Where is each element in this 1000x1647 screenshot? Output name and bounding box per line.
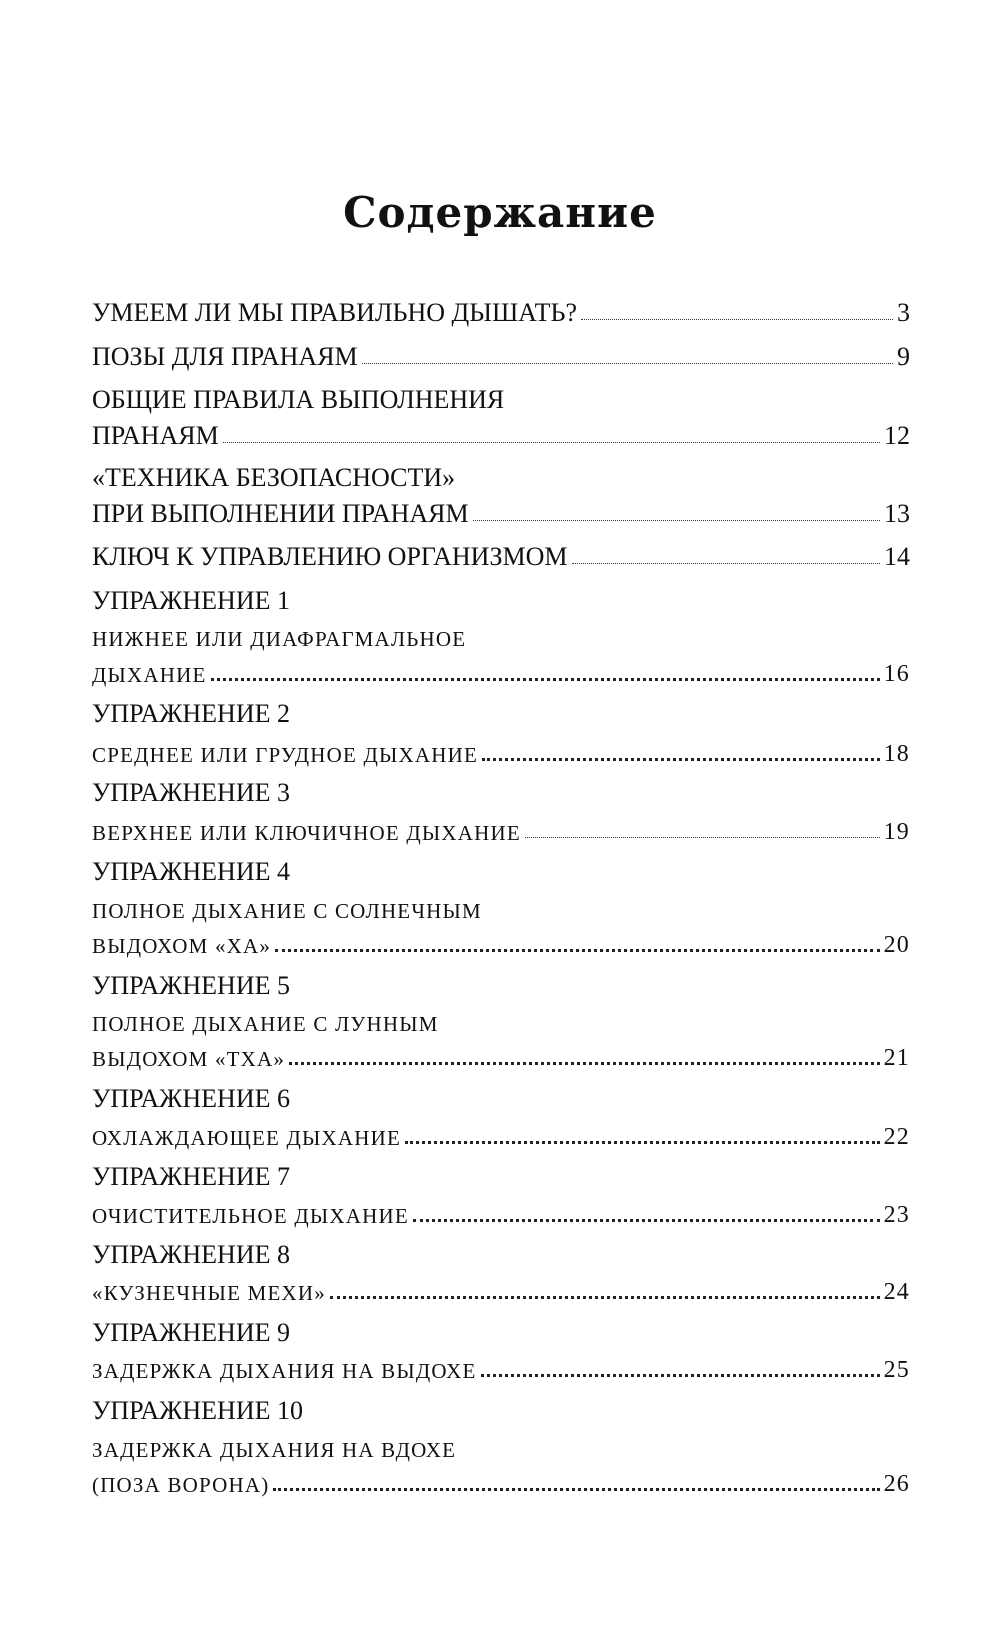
toc-entry-text: КЛЮЧ К УПРАВЛЕНИЮ ОРГАНИЗМОМ: [92, 542, 568, 571]
dot-leader: [473, 520, 880, 521]
toc-entry[interactable]: [92, 491, 910, 527]
toc-entry-text-line1: ПОЛНОЕ ДЫХАНИЕ С ЛУННЫМ: [92, 1012, 439, 1036]
page-title: Содержание: [343, 188, 657, 237]
exercise-heading: [92, 1310, 910, 1346]
dot-leader: [362, 363, 893, 364]
toc-entry-page: 20: [883, 932, 910, 958]
exercise-heading: [92, 578, 910, 614]
toc-entry-text: ПРИ ВЫПОЛНЕНИИ ПРАНАЯМ: [92, 499, 469, 528]
toc-entry-text-line1: ЗАДЕРЖКА ДЫХАНИЯ НА ВДОХЕ: [92, 1438, 457, 1462]
toc-entry[interactable]: [92, 1346, 910, 1382]
exercise-heading-text: УПРАЖНЕНИЕ 3: [92, 778, 290, 807]
toc-entry-line: [92, 614, 910, 650]
dot-leader: [525, 837, 880, 838]
toc-entry[interactable]: [92, 1034, 910, 1070]
toc-entry-line: [92, 377, 910, 413]
toc-entry-page: 22: [883, 1124, 910, 1150]
toc-entry[interactable]: [92, 650, 910, 686]
toc-entry-page: 25: [883, 1357, 910, 1383]
toc-entry-text-line1: ОБЩИЕ ПРАВИЛА ВЫПОЛНЕНИЯ: [92, 385, 505, 414]
toc-entry-text-line1: НИЖНЕЕ ИЛИ ДИАФРАГМАЛЬНОЕ: [92, 627, 467, 651]
toc-entry[interactable]: [92, 534, 910, 570]
toc-entry-page: 12: [884, 421, 910, 450]
dot-leader: [211, 678, 880, 681]
toc-entry-text: ПОЗЫ ДЛЯ ПРАНАЯМ: [92, 342, 358, 371]
toc-entry[interactable]: [92, 730, 910, 766]
toc-entry-text: ВЫДОХОМ «ТХА»: [92, 1047, 286, 1071]
toc-entry-line: [92, 999, 910, 1035]
dot-leader: [581, 319, 893, 320]
toc-entry[interactable]: [92, 334, 910, 370]
toc-entry-page: 9: [897, 342, 910, 371]
dot-leader: [572, 563, 881, 564]
dot-leader: [275, 949, 880, 952]
exercise-heading-text: УПРАЖНЕНИЕ 6: [92, 1084, 290, 1113]
toc-entry[interactable]: [92, 1460, 910, 1496]
toc-entry-line: [92, 1425, 910, 1461]
exercise-heading-text: УПРАЖНЕНИЕ 8: [92, 1240, 290, 1269]
toc-entry[interactable]: [92, 413, 910, 449]
toc-entry[interactable]: [92, 1268, 910, 1304]
toc-entry-page: 3: [897, 298, 910, 327]
dot-leader: [273, 1488, 879, 1491]
toc-entry-text: ЗАДЕРЖКА ДЫХАНИЯ НА ВЫДОХЕ: [92, 1359, 477, 1383]
toc-entry-page: 18: [883, 741, 910, 767]
toc-entry-text: УМЕЕМ ЛИ МЫ ПРАВИЛЬНО ДЫШАТЬ?: [92, 298, 578, 327]
toc-entry-page: 13: [884, 499, 910, 528]
toc-entry[interactable]: [92, 1113, 910, 1149]
toc-entry-text: ПРАНАЯМ: [92, 421, 219, 450]
toc-entry-page: 14: [884, 542, 910, 571]
exercise-heading-text: УПРАЖНЕНИЕ 7: [92, 1162, 290, 1191]
toc-entry[interactable]: [92, 1191, 910, 1227]
exercise-heading-text: УПРАЖНЕНИЕ 10: [92, 1396, 303, 1425]
exercise-heading: [92, 1076, 910, 1112]
exercise-heading: [92, 770, 910, 806]
toc-entry-text: СРЕДНЕЕ ИЛИ ГРУДНОЕ ДЫХАНИЕ: [92, 743, 479, 767]
exercise-heading-text: УПРАЖНЕНИЕ 1: [92, 586, 290, 615]
exercise-heading: [92, 1154, 910, 1190]
toc-entry-text: ВЕРХНЕЕ ИЛИ КЛЮЧИЧНОЕ ДЫХАНИЕ: [92, 821, 521, 845]
dot-leader: [223, 442, 880, 443]
toc-entry[interactable]: [92, 808, 910, 844]
toc-entry-page: 24: [883, 1279, 910, 1305]
exercise-heading-text: УПРАЖНЕНИЕ 4: [92, 857, 290, 886]
exercise-heading-text: УПРАЖНЕНИЕ 2: [92, 699, 290, 728]
toc-entry-text: ДЫХАНИЕ: [92, 663, 207, 687]
toc-entry-text: ОЧИСТИТЕЛЬНОЕ ДЫХАНИЕ: [92, 1204, 409, 1228]
toc-entry-text: ОХЛАЖДАЮЩЕЕ ДЫХАНИЕ: [92, 1126, 402, 1150]
toc-entry-text: «КУЗНЕЧНЫЕ МЕХИ»: [92, 1281, 326, 1305]
dot-leader: [481, 1374, 880, 1377]
toc-entry-line: [92, 886, 910, 922]
toc-entry-line: [92, 455, 910, 491]
exercise-heading: [92, 1232, 910, 1268]
dot-leader: [413, 1219, 880, 1222]
dot-leader: [405, 1141, 880, 1144]
toc-entry-page: 19: [883, 819, 910, 845]
toc-entry-text: ВЫДОХОМ «ХА»: [92, 934, 272, 958]
dot-leader: [330, 1296, 880, 1299]
toc-entry-text-line1: ПОЛНОЕ ДЫХАНИЕ С СОЛНЕЧНЫМ: [92, 899, 482, 923]
exercise-heading: [92, 1388, 910, 1424]
dot-leader: [482, 758, 880, 761]
exercise-heading: [92, 849, 910, 885]
exercise-heading-text: УПРАЖНЕНИЕ 9: [92, 1318, 290, 1347]
toc-entry-page: 23: [883, 1202, 910, 1228]
dot-leader: [289, 1062, 879, 1065]
exercise-heading: [92, 691, 910, 727]
toc-entry[interactable]: [92, 290, 910, 326]
toc-entry-page: 16: [883, 661, 910, 687]
exercise-heading-text: УПРАЖНЕНИЕ 5: [92, 971, 290, 1000]
toc-entry-text-line1: «ТЕХНИКА БЕЗОПАСНОСТИ»: [92, 463, 456, 492]
exercise-heading: [92, 963, 910, 999]
toc-entry-text: (ПОЗА ВОРОНА): [92, 1473, 270, 1497]
toc-entry-page: 21: [883, 1045, 910, 1071]
toc-entry[interactable]: [92, 921, 910, 957]
toc-entry-page: 26: [883, 1471, 910, 1497]
